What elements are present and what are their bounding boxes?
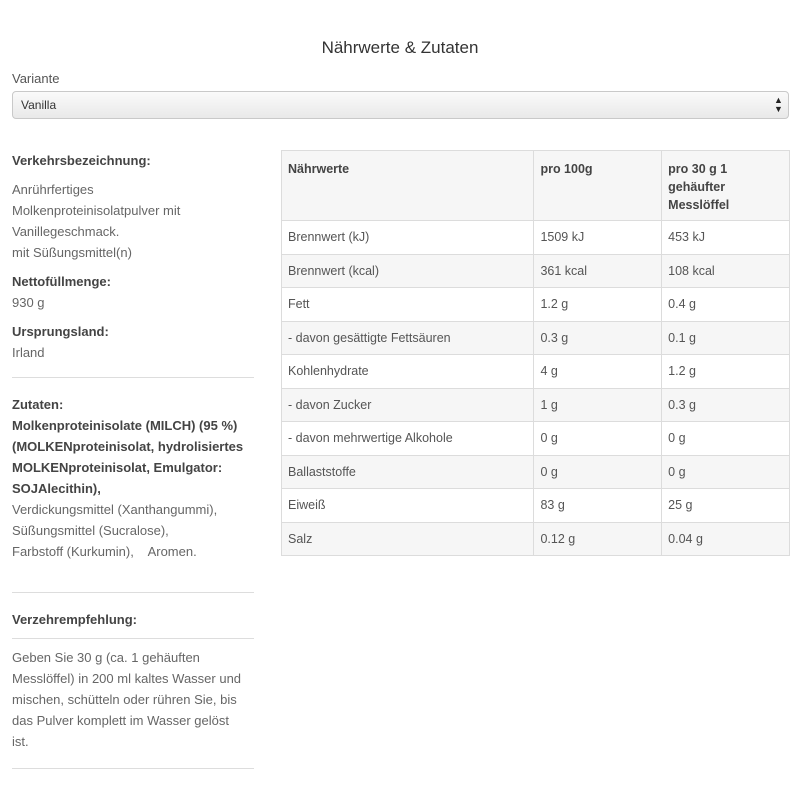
designation-line: Molkenproteinisolatpulver mit (12, 203, 181, 218)
nutrient-per-100g: 83 g (534, 489, 662, 523)
table-row (282, 455, 790, 489)
designation-line: mit Süßungsmittel(n) (12, 245, 132, 260)
ingredients-line: Farbstoff (Kurkumin), Aromen. (12, 544, 197, 559)
origin-value: Irland (12, 345, 45, 360)
ingredients-bold-line: Molkenproteinisolate (MILCH) (95 %) (12, 418, 238, 433)
nutrient-per-serving: 0.1 g (662, 321, 790, 355)
nutrient-per-serving: 25 g (662, 489, 790, 523)
variant-selected-value: Vanilla (21, 98, 57, 112)
ingredients-line: Süßungsmittel (Sucralose), (12, 523, 169, 538)
table-row (282, 388, 790, 422)
net-quantity-value: 930 g (12, 295, 45, 310)
header-nutrient: Nährwerte (282, 151, 534, 221)
nutrient-name: - davon gesättigte Fettsäuren (282, 321, 534, 355)
table-row (282, 422, 790, 456)
nutrient-per-100g: 0 g (534, 422, 662, 456)
nutrient-name: Brennwert (kcal) (282, 254, 534, 288)
ingredients-bold-line: SOJAlecithin), (12, 481, 101, 496)
header-per-100g: pro 100g (534, 151, 662, 221)
designation-text (12, 179, 254, 263)
nutrient-per-serving: 0.4 g (662, 288, 790, 322)
ingredients-label: Zutaten: (12, 397, 64, 412)
nutrient-per-serving: 1.2 g (662, 355, 790, 389)
select-arrows-icon: ▲ ▼ (774, 95, 783, 114)
origin-label: Ursprungsland: (12, 324, 109, 339)
divider (12, 768, 254, 769)
nutrient-per-100g: 0 g (534, 455, 662, 489)
nutrient-name: Ballaststoffe (282, 455, 534, 489)
ingredients-bold-line: MOLKENproteinisolat, Emulgator: (12, 460, 223, 475)
table-row (282, 321, 790, 355)
product-info (12, 150, 254, 769)
designation-line: Vanillegeschmack. (12, 224, 120, 239)
nutrition-table (281, 150, 790, 556)
nutrient-name: - davon mehrwertige Alkohole (282, 422, 534, 456)
nutrient-per-100g: 1 g (534, 388, 662, 422)
recommendation-line: mischen, schütteln oder rühren Sie, bis (12, 692, 237, 707)
table-row (282, 254, 790, 288)
recommendation-line: Messlöffel) in 200 ml kaltes Wasser und (12, 671, 242, 686)
nutrient-per-100g: 4 g (534, 355, 662, 389)
designation-line: Anrührfertiges (12, 182, 94, 197)
table-row (282, 288, 790, 322)
nutrient-per-serving: 0.3 g (662, 388, 790, 422)
nutrient-per-100g: 361 kcal (534, 254, 662, 288)
nutrient-per-serving: 453 kJ (662, 221, 790, 255)
ingredients-line: Verdickungsmittel (Xanthangummi), (12, 502, 218, 517)
designation-label: Verkehrsbezeichnung: (12, 153, 151, 168)
nutrient-name: - davon Zucker (282, 388, 534, 422)
nutrient-per-serving: 0 g (662, 422, 790, 456)
page-title: Nährwerte & Zutaten (321, 38, 479, 57)
recommendation-line: das Pulver komplett im Wasser gelöst (12, 713, 229, 728)
nutrient-per-serving: 0 g (662, 455, 790, 489)
nutrient-per-serving: 0.04 g (662, 522, 790, 556)
variant-label: Variante (12, 71, 60, 86)
table-row (282, 355, 790, 389)
nutrient-name: Fett (282, 288, 534, 322)
table-row (282, 489, 790, 523)
nutrient-name: Eiweiß (282, 489, 534, 523)
nutrient-per-100g: 0.3 g (534, 321, 662, 355)
recommendation-line: ist. (12, 734, 29, 749)
nutrient-name: Brennwert (kJ) (282, 221, 534, 255)
table-row (282, 522, 790, 556)
recommendation-label: Verzehrempfehlung: (12, 612, 137, 627)
nutrient-per-100g: 0.12 g (534, 522, 662, 556)
nutrient-name: Salz (282, 522, 534, 556)
recommendation-line: Geben Sie 30 g (ca. 1 gehäuften (12, 650, 200, 665)
ingredients-bold-line: (MOLKENproteinisolat, hydrolisiertes (12, 439, 244, 454)
nutrient-name: Kohlenhydrate (282, 355, 534, 389)
nutrient-per-serving: 108 kcal (662, 254, 790, 288)
header-per-serving: pro 30 g 1 gehäufter Messlöffel (662, 151, 790, 221)
nutrient-per-100g: 1.2 g (534, 288, 662, 322)
nutrition-header-row (282, 151, 790, 221)
variant-select[interactable] (12, 91, 789, 119)
table-row (282, 221, 790, 255)
net-quantity-label: Nettofüllmenge: (12, 274, 111, 289)
nutrient-per-100g: 1509 kJ (534, 221, 662, 255)
